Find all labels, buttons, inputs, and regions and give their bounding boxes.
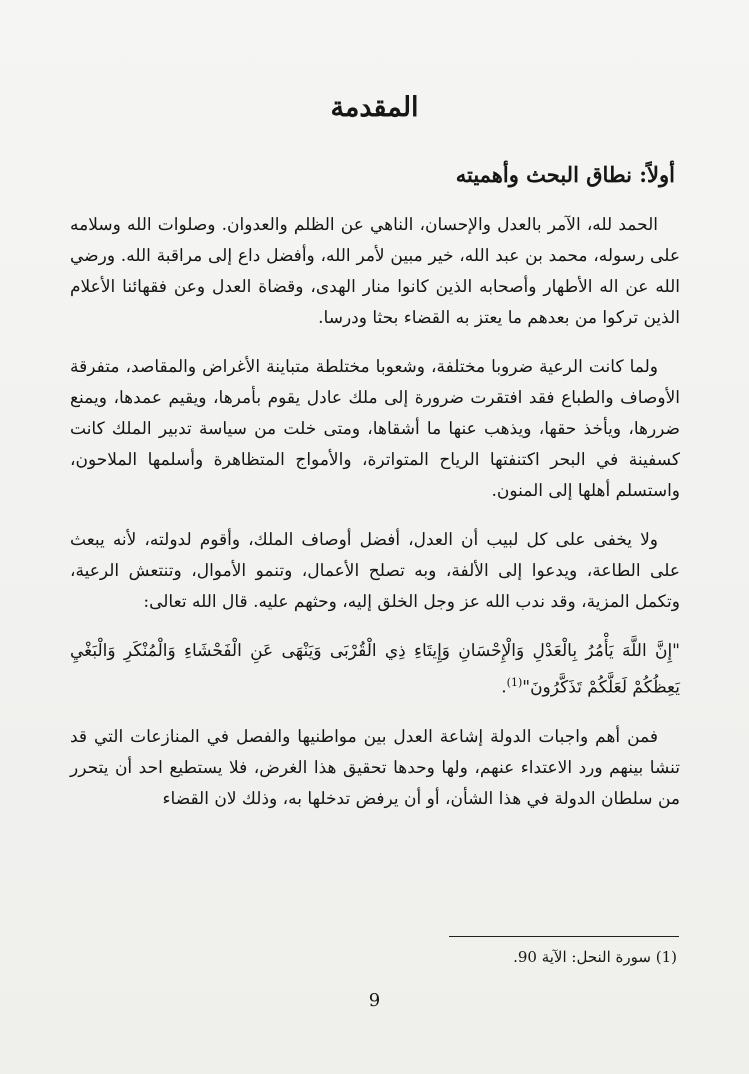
verse-text: "إِنَّ اللَّهَ يَأْمُرُ بِالْعَدْلِ وَالْإِحْسَانِ وَإِيتَاءِ ذِي الْقُرْبَى وَيَنْهَى عَنِ الْفَحْشَاءِ وَالْمُنْكَرِ وَالْبَغْيِ يَعِظُكُمْ لَعَلَّكُمْ تَذَكَّرُونَ" bbox=[70, 641, 680, 698]
footnote-divider bbox=[449, 936, 679, 937]
paragraph-1: الحمد لله، الآمر بالعدل والإحسان، الناهي عن الظلم والعدوان. وصلوات الله وسلامه على رسوله، محمد بن عبد الله، خير مبين لأمر الله، وأفضل داع إلى مراقبة الله. ورضي الله عن اله الأطهار وأصحابه الذين كانوا منار الهدى، وقضاة العدل وعن فقهائنا الأعلام الذين تركوا من بعدهم ما يعتز به القضاء بحثا ودرسا. bbox=[70, 215, 680, 328]
paragraph-3: ولا يخفى على كل لبيب أن العدل، أفضل أوصاف الملك، وأقوم لدولته، لأنه يبعث على الطاعة، ويدعوا إلى الألفة، وبه تصلح الأعمال، وتنمو الأموال، وتنتعش الرعية، وتكمل المزية، وقد ندب الله عز وجل الخلق إليه، وحثهم عليه. قال الله تعالى: bbox=[70, 530, 680, 612]
footnote: (1) سورة النحل: الآية 90. bbox=[513, 948, 677, 966]
quran-verse: "إِنَّ اللَّهَ يَأْمُرُ بِالْعَدْلِ وَالْإِحْسَانِ وَإِيتَاءِ ذِي الْقُرْبَى وَيَنْهَى عَنِ الْفَحْشَاءِ وَالْمُنْكَرِ وَالْبَغْيِ يَعِظُكُمْ لَعَلَّكُمْ تَذَكَّرُونَ"$^{(1)}$. bbox=[70, 641, 680, 698]
body-text bbox=[70, 210, 680, 833]
footnote-ref: (1) bbox=[506, 676, 523, 689]
page-number: 9 bbox=[368, 990, 381, 1011]
page-title: المقدمة bbox=[330, 92, 419, 123]
paragraph-4: فمن أهم واجبات الدولة إشاعة العدل بين مواطنيها والفصل في المنازعات التي قد تنشا بينهم ورد الاعتداء عنهم، ولها وحدها تحقيق هذا الغرض، فلا يستطيع احد أن يتحرر من سلطان الدولة في هذا الشأن، أو أن يرفض تدخلها به، وذلك لان القضاء bbox=[70, 726, 680, 809]
section-heading: أولاً: نطاق البحث وأهميته bbox=[455, 162, 675, 187]
paragraph-2: ولما كانت الرعية ضروبا مختلفة، وشعوبا مختلطة متباينة الأغراض والمقاصد، متفرقة الأوصاف والطباع فقد افتقرت ضرورة إلى ملك عادل يقوم بأمرها، ويقيم عمدها، ويمنع ضررها، ويأخذ حقها، ويذهب عنها ما أشقاها، ومتى خلت من سياسة تدبير الملك كانت كسفينة في البحر اكتنفتها الرياح المتواترة، والأمواج المتظاهرة وأسلمها الملاحون، واستسلم أهلها إلى المنون. bbox=[70, 357, 680, 501]
